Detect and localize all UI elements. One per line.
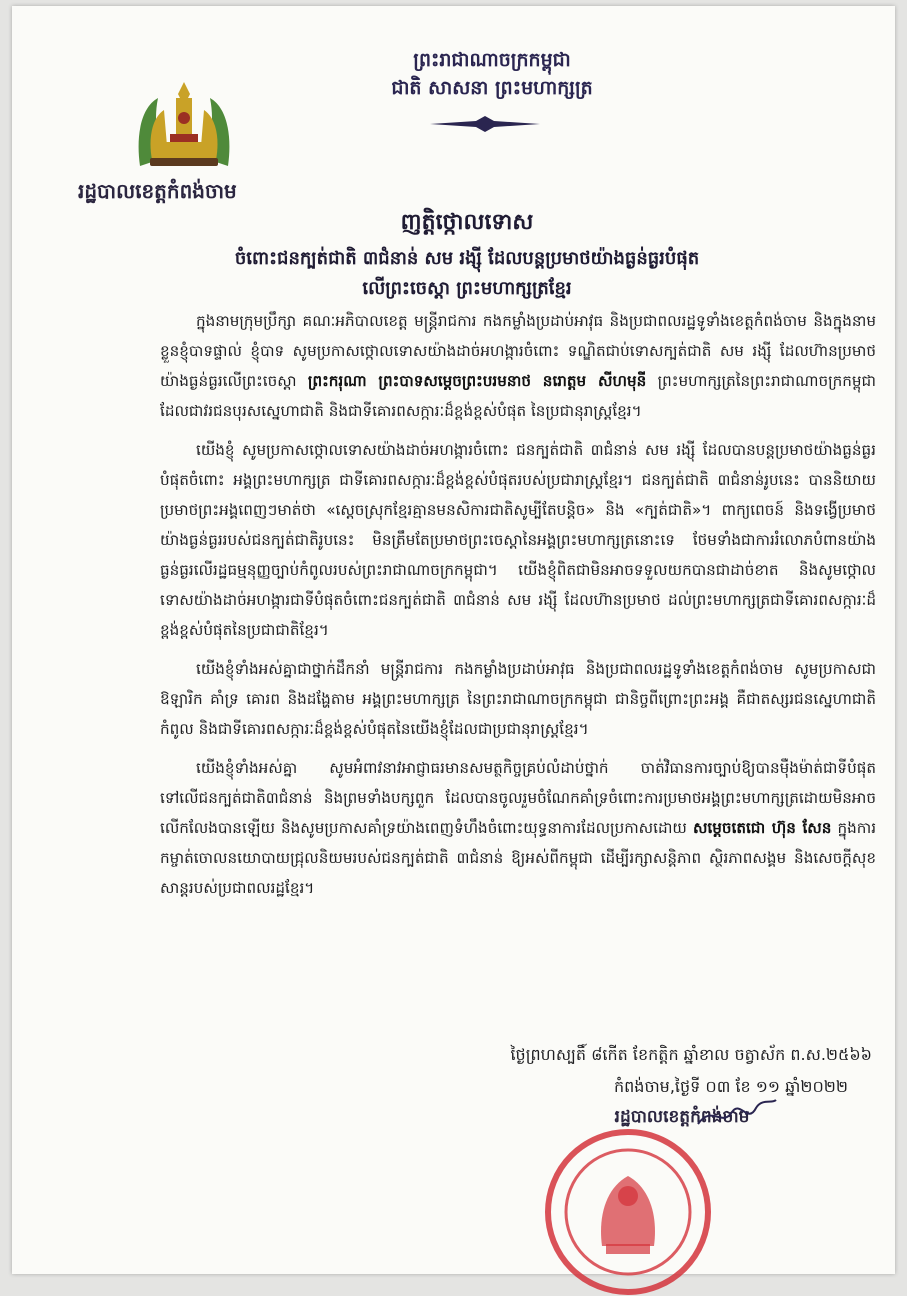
pm-name: សម្តេចតេជោ ហ៊ុន សែន — [692, 819, 832, 837]
paragraph-1 — [160, 306, 876, 426]
paragraph-4 — [160, 753, 876, 903]
document-subtitle — [102, 244, 832, 304]
king-title: ព្រះករុណា ព្រះបាទសម្តេចព្រះបរមនាថ នរោត្តម សីហមុនី — [307, 372, 647, 390]
paragraph-2: យើងខ្ញុំ សូមប្រកាសថ្កោលទោសយ៉ាងដាច់អហង្ការចំពោះ ជនក្បត់ជាតិ ៣ជំនាន់ សម រង្ស៊ី ដែលបានបន្តប្រមាថយ៉ាងធ្ងន់ធ្ងរបំផុតចំពោះ អង្គព្រះមហាក្សត្រ ជាទីគោរពសក្ការៈដ៏ខ្ពង់ខ្ពស់បំផុតរបស់ប្រជារាស្ត្រខ្មែរ។ ជនក្បត់ជាតិ ៣ជំនាន់រូបនេះ បាននិយាយប្រមាថព្រះអង្គពេញៗមាត់ថា «ស្តេចស្រុកខ្មែរគ្មានមនសិការជាតិសូម្បីតែបន្តិច» និង «ក្បត់ជាតិ»។ ពាក្យពេចន៍ និងទង្វើប្រមាថយ៉ាងធ្ងន់ធ្ងររបស់ជនក្បត់ជាតិរូបនេះ មិនត្រឹមតែប្រមាថព្រះចេស្តានៃអង្គព្រះមហាក្សត្រនោះទេ ថែមទាំងជាការរំលោភបំពានយ៉ាងធ្ងន់ធ្ងរលើរដ្ឋធម្មនុញ្ញច្បាប់កំពូលរបស់ព្រះរាជាណាចក្រកម្ពុជា។ យើងខ្ញុំពិតជាមិនអាចទទួលយកបានជាដាច់ខាត និងសូមថ្កោលទោសយ៉ាងដាច់អហង្ការជាទីបំផុតចំពោះជនក្បត់ជាតិ ៣ជំនាន់ សម រង្ស៊ី ដែលហ៊ានប្រមាថ ដល់ព្រះមហាក្សត្រជាទីគោរពសក្ការៈដ៏ខ្ពង់ខ្ពស់បំផុតនៃប្រជាជាតិខ្មែរ។ — [160, 441, 876, 639]
document-page — [12, 6, 895, 1274]
subtitle-line-2: លើព្រះចេស្តា ព្រះមហាក្សត្រខ្មែរ — [362, 278, 572, 299]
kingdom-emblem-icon — [130, 78, 238, 178]
paragraph-3: យើងខ្ញុំទាំងអស់គ្នាជាថ្នាក់ដឹកនាំ មន្ត្រីរាជការ កងកម្លាំងប្រដាប់អាវុធ និងប្រជាពលរដ្ឋទូទាំងខេត្តកំពង់ចាម សូមប្រកាសជាឱឡារិក គាំទ្រ គោរព និងដង្ហែតាម អង្គព្រះមហាក្សត្រ នៃព្រះរាជាណាចក្រកម្ពុជា ជានិច្ចពីព្រោះព្រះអង្គ គឺជាតស្សរជនស្នេហាជាតិកំពូល និងជាទីគោរពសក្ការៈដ៏ខ្ពង់ខ្ពស់បំផុតនៃយើងខ្ញុំដែលជាប្រជានុរាស្ត្រខ្មែរ។ — [160, 660, 876, 738]
place-date: កំពង់ចាម,ថ្ងៃទី ០៣ ខែ ១១ ឆ្នាំ២០២២ — [613, 1077, 848, 1096]
official-seal-icon — [532, 1116, 724, 1296]
issuer-name: រដ្ឋបាលខេត្តកំពង់ចាម — [78, 179, 237, 203]
paragraph-1-text-a: ក្នុងនាមក្រុមប្រឹក្សា គណៈអភិបាលខេត្ត មន្ត្រីរាជការ កងកម្លាំងប្រដាប់អាវុធ និងប្រជាពលរដ្ឋទូទាំងខេត្តកំពង់ចាម និងក្នុងនាមខ្លួនខ្ញុំបាទផ្ទាល់ ខ្ញុំបាទ សូមប្រកាសថ្កោលទោសយ៉ាងដាច់អហង្ការចំពោះ ទណ្ឌិតជាប់ទោសក្បត់ជាតិ សម រង្ស៊ី ដែលហ៊ានប្រមាថយ៉ាងធ្ងន់ធ្ងរលើព្រះចេស្តា — [160, 312, 876, 390]
national-motto: ជាតិ សាសនា ព្រះមហាក្សត្រ — [391, 77, 593, 99]
paragraph-4-text-c: ក្នុងការកម្ចាត់ចោលនយោបាយជ្រុលនិយមរបស់ជនក្បត់ជាតិ ៣ជំនាន់ ឱ្យអស់ពីកម្ពុជា ដើម្បីរក្សាសន្តិភាព ស្ថិរភាពសង្គម និងសេចក្តីសុខសាន្តរបស់ប្រជាពលរដ្ឋខ្មែរ។ — [160, 819, 877, 897]
signer-name: រដ្ឋបាលខេត្តកំពង់ចាម — [614, 1107, 750, 1127]
subtitle-line-1: ចំពោះជនក្បត់ជាតិ ៣ជំនាន់ សម រង្ស៊ី ដែលបន្តប្រមាថយ៉ាងធ្ងន់ធ្ងរបំផុត — [234, 248, 700, 269]
signature-icon — [692, 1094, 782, 1134]
kingdom-name: ព្រះរាជាណាចក្រកម្ពុជា — [413, 49, 571, 71]
lunar-date: ថ្ងៃព្រហស្បតិ៍ ៨កើត ខែកត្តិក ឆ្នាំខាល ចត្វាស័ក ព.ស.២៥៦៦ — [510, 1045, 872, 1064]
document-title: ញត្តិថ្កោលទោស — [400, 210, 534, 235]
kingdom-header — [342, 46, 642, 102]
document-body — [160, 306, 876, 912]
paragraph-1-text-c: ព្រះមហាក្សត្រនៃព្រះរាជាណាចក្រកម្ពុជា ដែលជាវរជនបុរសស្នេហាជាតិ និងជាទីគោរពសក្ការៈដ៏ខ្ពង់ខ្ពស់បំផុត នៃប្រជានុរាស្ត្រខ្មែរ។ — [160, 372, 877, 420]
paragraph-4-text-a: យើងខ្ញុំទាំងអស់គ្នា សូមអំពាវនាវអាជ្ញាធរមានសមត្ថកិច្ចគ្រប់លំដាប់ថ្នាក់ ចាត់វិធានការច្បាប់ឱ្យបានម៉ឺងម៉ាត់ជាទីបំផុតទៅលើជនក្បត់ជាតិ៣ជំនាន់ និងព្រមទាំងបក្សពួក ដែលបានចូលរួមចំណែកគាំទ្រចំពោះការប្រមាថអង្គព្រះមហាក្សត្រដោយមិនអាចលើកលែងបានឡើយ និងសូមប្រកាសគាំទ្រយ៉ាងពេញទំហឹងចំពោះយុទ្ធនាការដែលប្រកាសដោយ — [160, 759, 876, 837]
ornament-divider-icon — [430, 116, 540, 132]
